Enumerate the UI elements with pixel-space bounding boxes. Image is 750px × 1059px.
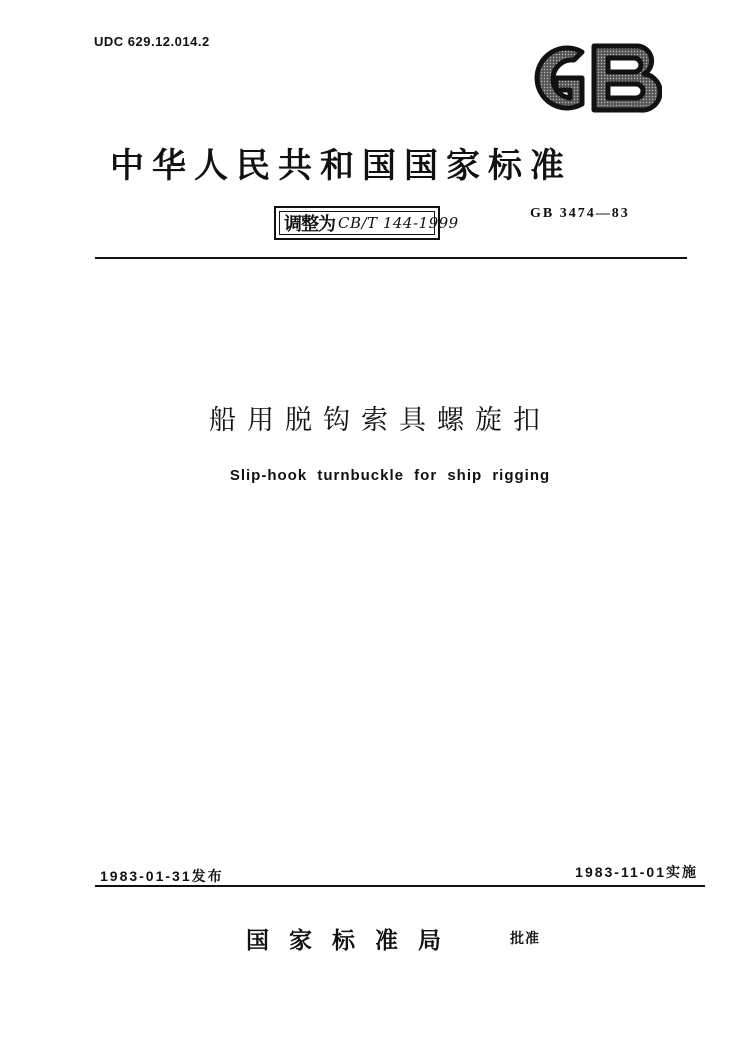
- document-title-en: Slip-hook turnbuckle for ship rigging: [229, 467, 551, 484]
- implementation-date: 1983-11-01实施: [575, 864, 698, 880]
- issue-date: 1983-01-31发布: [100, 868, 224, 884]
- revision-stamp: [274, 206, 459, 240]
- stamp-label: 调整为: [284, 214, 335, 235]
- stamp-code: CB/T 144-1999: [338, 214, 459, 232]
- gb-logo: [516, 38, 662, 118]
- approving-authority: 国家标准局: [246, 928, 461, 954]
- bottom-divider: [95, 885, 705, 887]
- top-divider: [95, 257, 687, 259]
- national-standard-title: 中华人民共和国国家标准: [110, 146, 572, 186]
- approval-label: 批准: [510, 931, 540, 947]
- udc-code: UDC 629.12.014.2: [94, 34, 210, 49]
- standard-number: GB 3474—83: [530, 206, 630, 221]
- document-title-cn: 船用脱钩索具螺旋扣: [209, 405, 551, 436]
